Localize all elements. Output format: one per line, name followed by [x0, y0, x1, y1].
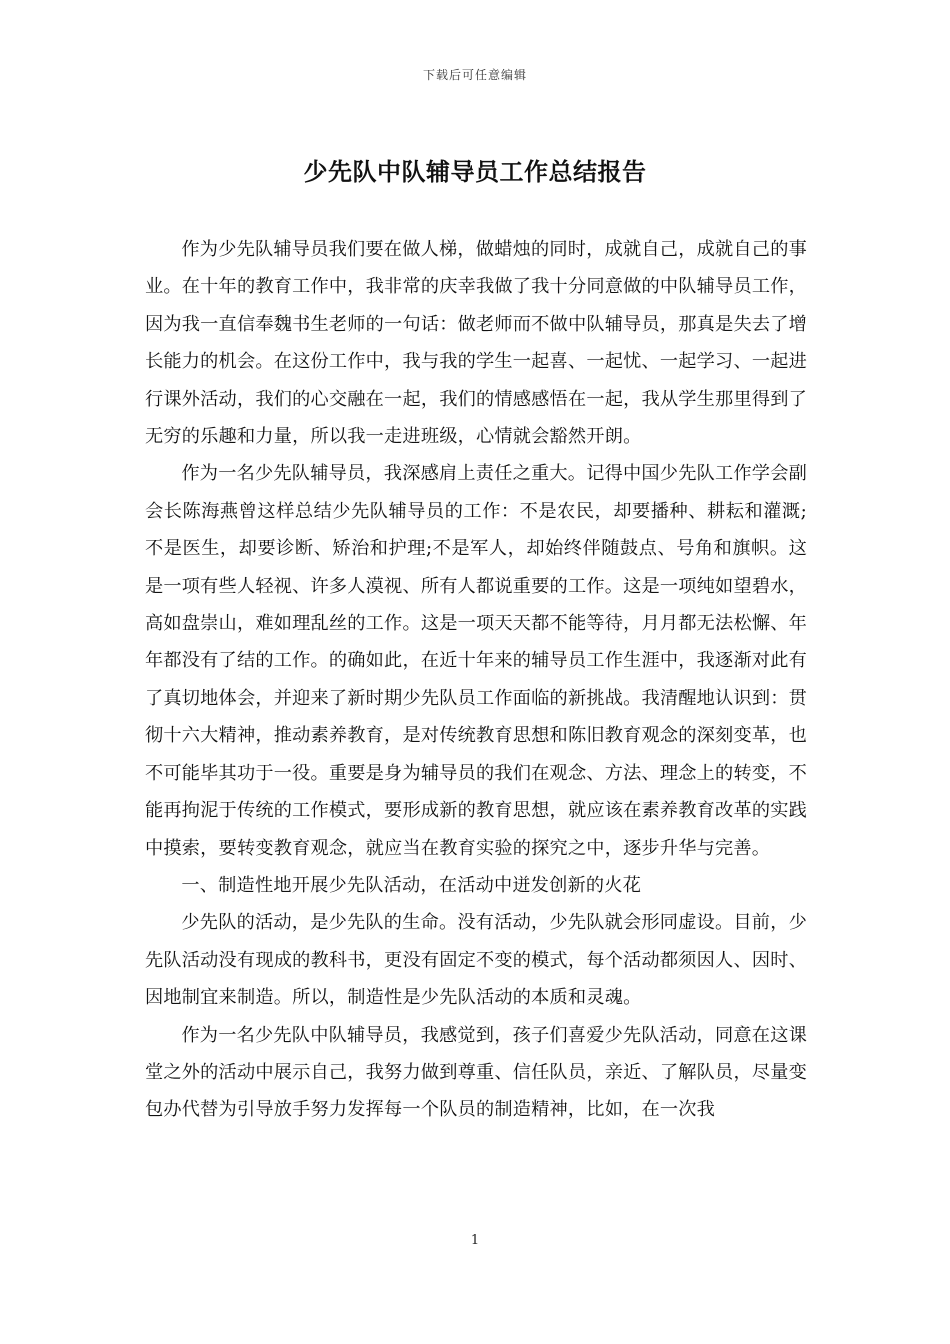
paragraph-practice: 作为一名少先队中队辅导员，我感觉到，孩子们喜爱少先队活动，同意在这课堂之外的活动中展示自己，我努力做到尊重、信任队员，亲近、了解队员，尽量变包办代替为引导放手努力发挥每一个队员的制造精神，比如，在一次我	[145, 1024, 807, 1121]
page-number: 1	[470, 1233, 480, 1248]
document-body	[145, 231, 807, 1129]
section-heading-one: 一、制造性地开展少先队活动，在活动中迸发创新的火花	[181, 874, 642, 896]
header-note: 下载后可任意编辑	[422, 68, 527, 82]
paragraph-intro: 作为少先队辅导员我们要在做人梯，做蜡烛的同时，成就自己，成就自己的事业。在十年的教育工作中，我非常的庆幸我做了我十分同意做的中队辅导员工作，因为我一直信奉魏书生老师的一句话：做老师而不做中队辅导员，那真是失去了增长能力的机会。在这份工作中，我与我的学生一起喜、一起忧、一起学习、一起进行课外活动，我们的心交融在一起，我们的情感感悟在一起，我从学生那里得到了无穷的乐趣和力量，所以我一走进班级，心情就会豁然开朗。	[145, 239, 807, 448]
paragraph-responsibility: 作为一名少先队辅导员，我深感肩上责任之重大。记得中国少先队工作学会副会长陈海燕曾这样总结少先队辅导员的工作：不是农民，却要播种、耕耘和灌溉;不是医生，却要诊断、矫治和护理;不是军人，却始终伴随鼓点、号角和旗帜。这是一项有些人轻视、许多人漠视、所有人都说重要的工作。这是一项纯如望碧水，高如盘崇山，难如理乱丝的工作。这是一项天天都不能等待，月月都无法松懈、年年都没有了结的工作。的确如此，在近十年来的辅导员工作生涯中，我逐渐对此有了真切地体会，并迎来了新时期少先队员工作面临的新挑战。我清醒地认识到：贯彻十六大精神，推动素养教育，是对传统教育思想和陈旧教育观念的深刻变革，也不可能毕其功于一役。重要是身为辅导员的我们在观念、方法、理念上的转变，不能再拘泥于传统的工作模式，要形成新的教育思想，就应该在素养教育改革的实践中摸索，要转变教育观念，就应当在教育实验的探究之中，逐步升华与完善。	[145, 463, 807, 859]
document-title: 少先队中队辅导员工作总结报告	[303, 158, 647, 186]
paragraph-activities: 少先队的活动，是少先队的生命。没有活动，少先队就会形同虚设。目前，少先队活动没有现成的教科书，更没有固定不变的模式，每个活动都须因人、因时、因地制宜来制造。所以，制造性是少先队活动的本质和灵魂。	[145, 912, 807, 1009]
